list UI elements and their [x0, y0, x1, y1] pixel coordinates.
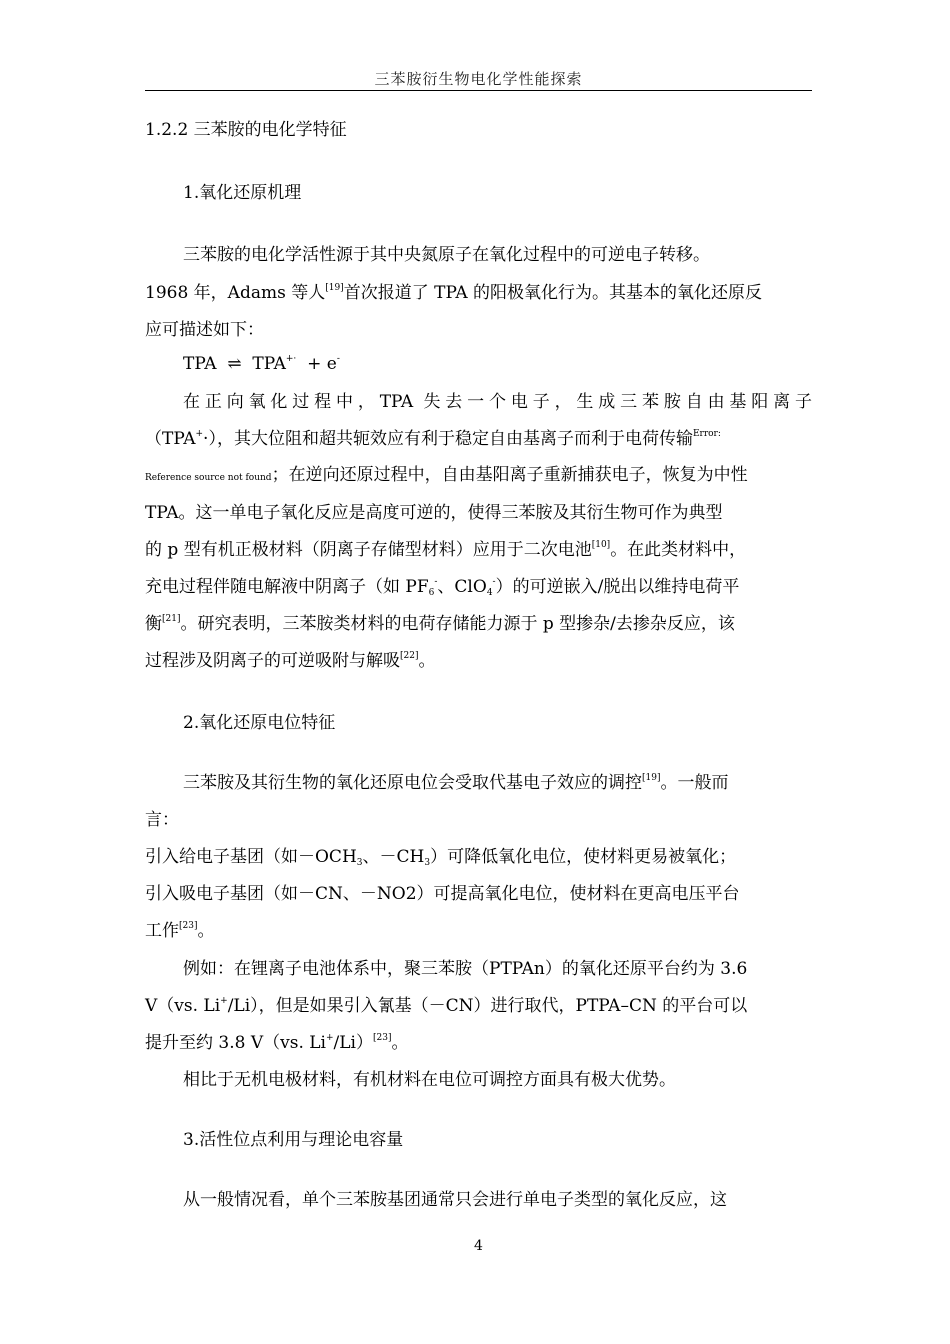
para2-text: 衡 — [145, 614, 162, 634]
superscript: - — [492, 577, 496, 587]
citation: [21] — [162, 614, 181, 624]
para1-line3: 应可描述如下： — [145, 320, 264, 340]
broken-reference-error: Reference source not found — [145, 473, 272, 483]
equilibrium-arrow-icon: ⇌ — [227, 354, 242, 374]
para2-text: ）的可逆嵌入/脱出以维持电荷平 — [495, 577, 740, 597]
para2-text: 的 p 型有机正极材料（阴离子存储型材料）应用于二次电池 — [145, 540, 592, 560]
para2-line3 — [145, 463, 812, 487]
para3-text: 。一般而 — [660, 773, 729, 793]
para2-line2 — [145, 427, 812, 451]
para2-line6 — [145, 575, 812, 599]
para3-text: 三苯胺及其衍生物的氧化还原电位会受取代基电子效应的调控 — [183, 773, 642, 793]
broken-reference-error: Error: — [692, 429, 721, 439]
para2-line1: 在正向氧化过程中，TPA 失去一个电子，生成三苯胺自由基阳离子 — [183, 392, 812, 412]
para1-text: 1968 年，Adams 等人 — [145, 283, 326, 303]
para4-line1: 例如：在锂离子电池体系中，聚三苯胺（PTPAn）的氧化还原平台约为 3.6 — [183, 959, 748, 979]
para2-line7 — [145, 612, 812, 636]
superscript: - — [434, 577, 438, 587]
para3-line4: 引入吸电子基团（如－CN、－NO2）可提高氧化电位，使材料在更高电压平台 — [145, 884, 740, 904]
para2-text: 。研究表明，三苯胺类材料的电荷存储能力源于 p 型掺杂/去掺杂反应，该 — [180, 614, 735, 634]
para3-text: ）可降低氧化电位，使材料更易被氧化； — [430, 847, 737, 867]
para2-line5 — [145, 538, 812, 562]
para2-text: （TPA — [145, 429, 196, 449]
citation: [19] — [325, 283, 344, 293]
charge-superscript: + — [195, 429, 204, 439]
subscript: 6 — [428, 588, 435, 598]
para3-text: 引入给电子基团（如－OCH — [145, 847, 357, 867]
section-heading: 1.2.2 三苯胺的电化学特征 — [145, 120, 347, 140]
para2-text: 。在此类材料中， — [610, 540, 747, 560]
para4-text: 提升至约 3.8 V（vs. Li — [145, 1033, 326, 1053]
para3-text: 。 — [197, 921, 215, 941]
page-number: 4 — [474, 1238, 483, 1254]
para3-line1 — [183, 771, 812, 795]
citation: [22] — [400, 651, 419, 661]
subsection-heading-2: 2.氧化还原电位特征 — [183, 713, 336, 733]
equation-product: TPA — [252, 354, 286, 374]
equation-reactant: TPA — [183, 354, 217, 374]
para6-line1: 从一般情况看，单个三苯胺基团通常只会进行单电子类型的氧化反应，这 — [183, 1190, 727, 1210]
electron-charge: - — [336, 354, 340, 364]
citation: [19] — [642, 773, 661, 783]
superscript: + — [220, 996, 228, 1006]
subscript: 3 — [356, 858, 363, 868]
para4-text: /Li），但是如果引入氰基（－CN）进行取代，PTPA–CN 的平台可以 — [227, 996, 748, 1016]
running-header: 三苯胺衍生物电化学性能探索 — [374, 70, 583, 88]
para1-line2 — [145, 281, 812, 305]
para4-line3 — [145, 1031, 812, 1055]
equation-electron: + e — [307, 354, 337, 374]
citation: [10] — [591, 540, 611, 550]
para5-line1: 相比于无机电极材料，有机材料在电位可调控方面具有极大优势。 — [183, 1070, 676, 1090]
para4-text: /Li） — [333, 1033, 373, 1053]
para3-text: 、－CH — [362, 847, 425, 867]
equation-charge: +· — [285, 354, 297, 364]
para2-text: 、ClO — [437, 577, 487, 597]
para4-text: V（vs. Li — [145, 996, 221, 1016]
subsection-heading-1: 1.氧化还原机理 — [183, 183, 302, 203]
para1-line1: 三苯胺的电化学活性源于其中央氮原子在氧化过程中的可逆电子转移。 — [183, 245, 710, 265]
subsection-heading-3: 3.活性位点利用与理论电容量 — [183, 1130, 404, 1150]
para2-text: 充电过程伴随电解液中阴离子（如 PF — [145, 577, 429, 597]
para2-text: ；在逆向还原过程中，自由基阳离子重新捕获电子，恢复为中性 — [271, 465, 748, 485]
para4-line2 — [145, 994, 812, 1018]
para2-line8 — [145, 649, 812, 673]
para4-text: 。 — [391, 1033, 409, 1053]
para2-text: ·），其大位阻和超共轭效应有利于稳定自由基离子而利于电荷传输 — [203, 429, 693, 449]
para3-line3 — [145, 845, 812, 869]
para2-text: 过程涉及阴离子的可逆吸附与解吸 — [145, 651, 400, 671]
citation: [23] — [373, 1033, 392, 1043]
header-rule — [145, 90, 812, 91]
subscript: 4 — [486, 588, 493, 598]
para2-text: 。 — [418, 651, 436, 671]
citation: [23] — [179, 921, 198, 931]
superscript: + — [325, 1033, 334, 1043]
para3-line2: 言： — [145, 810, 179, 830]
para3-text: 工作 — [145, 921, 179, 941]
subscript: 3 — [424, 858, 431, 868]
redox-equation — [183, 352, 812, 376]
para1-text: 首次报道了 TPA 的阳极氧化行为。其基本的氧化还原反 — [343, 283, 763, 303]
para2-line4: TPA。这一单电子氧化反应是高度可逆的，使得三苯胺及其衍生物可作为典型 — [145, 503, 723, 523]
para3-line5 — [145, 919, 812, 943]
